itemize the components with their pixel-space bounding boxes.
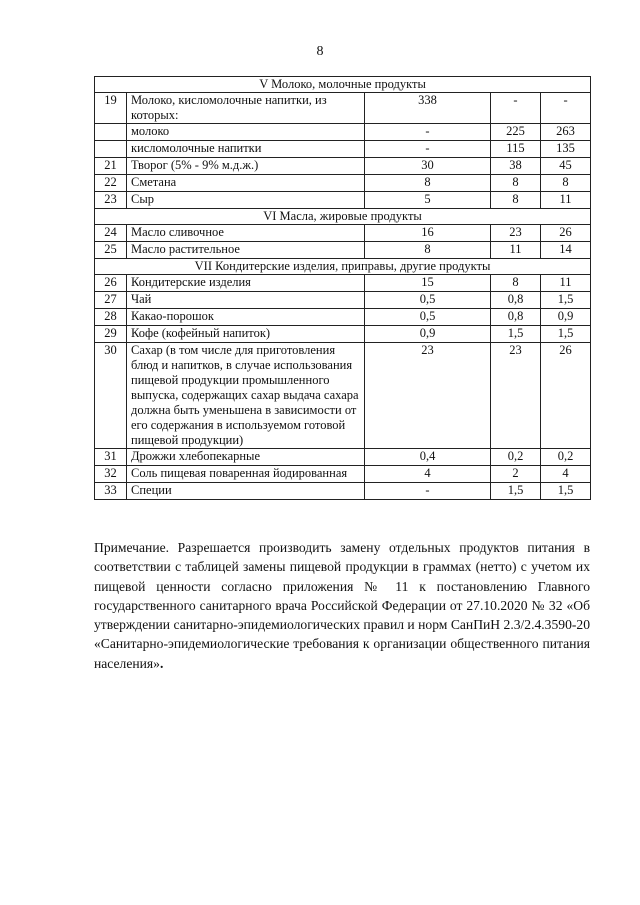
row-number: 21 xyxy=(95,158,127,175)
row-number: 29 xyxy=(95,326,127,343)
norm-value-3: 1,5 xyxy=(541,326,591,343)
norm-value-2: 38 xyxy=(491,158,541,175)
norm-value-3: 11 xyxy=(541,275,591,292)
table-row xyxy=(95,466,591,483)
norm-value-3: 0,2 xyxy=(541,449,591,466)
row-number: 27 xyxy=(95,292,127,309)
section-header-row xyxy=(95,259,591,275)
table-row xyxy=(95,483,591,500)
norm-value-2: 0,8 xyxy=(491,309,541,326)
norm-value-2: 2 xyxy=(491,466,541,483)
product-name: Масло сливочное xyxy=(127,225,365,242)
row-number xyxy=(95,141,127,158)
norm-value-1: 5 xyxy=(365,192,491,209)
food-norms-table xyxy=(94,76,591,500)
product-name: Кофе (кофейный напиток) xyxy=(127,326,365,343)
table-row xyxy=(95,192,591,209)
note-end-mark: . xyxy=(159,655,164,671)
section-title: VII Кондитерские изделия, приправы, другие продукты xyxy=(95,259,591,275)
norm-value-1: - xyxy=(365,483,491,500)
norm-value-3: 4 xyxy=(541,466,591,483)
product-name: Сыр xyxy=(127,192,365,209)
table-row xyxy=(95,309,591,326)
table-row xyxy=(95,93,591,124)
row-number xyxy=(95,124,127,141)
norm-value-1: 16 xyxy=(365,225,491,242)
norm-value-3: - xyxy=(541,93,591,124)
norm-value-2: 0,2 xyxy=(491,449,541,466)
norm-value-1: 23 xyxy=(365,343,491,449)
row-number: 26 xyxy=(95,275,127,292)
product-name: Соль пищевая поваренная йодированная xyxy=(127,466,365,483)
product-name: Специи xyxy=(127,483,365,500)
norm-value-1: 0,9 xyxy=(365,326,491,343)
norm-value-1: 15 xyxy=(365,275,491,292)
row-number: 25 xyxy=(95,242,127,259)
norm-value-3: 26 xyxy=(541,225,591,242)
norm-value-3: 11 xyxy=(541,192,591,209)
table-row xyxy=(95,242,591,259)
norm-value-2: 8 xyxy=(491,192,541,209)
note-text: Примечание. Разрешается производить замену отдельных продуктов питания в соответствии с таблицей замены пищевой продукции в граммах (нетто) с учетом их пищевой ценности согласно приложения № 11 к постановлению Главного государственного санитарного врача Российской Федерации от 27.10.2020 № 32 «Об утверждении санитарно-эпидемиологических правил и норм СанПиН 2.3/2.4.3590-20 «Санитарно-эпидемиологические требования к организации общественного питания населения» xyxy=(94,540,590,671)
norm-value-2: 23 xyxy=(491,343,541,449)
product-name: Какао-порошок xyxy=(127,309,365,326)
product-name: Молоко, кисломолочные напитки, из которых: xyxy=(127,93,365,124)
row-number: 28 xyxy=(95,309,127,326)
product-name: Сметана xyxy=(127,175,365,192)
norm-value-3: 1,5 xyxy=(541,292,591,309)
row-number: 24 xyxy=(95,225,127,242)
table-row xyxy=(95,141,591,158)
norm-value-2: 225 xyxy=(491,124,541,141)
norm-value-1: 0,5 xyxy=(365,292,491,309)
row-number: 33 xyxy=(95,483,127,500)
table-row xyxy=(95,449,591,466)
page-number: 8 xyxy=(316,44,324,59)
row-number: 22 xyxy=(95,175,127,192)
norm-value-1: - xyxy=(365,141,491,158)
row-number: 19 xyxy=(95,93,127,124)
table-row xyxy=(95,124,591,141)
norm-value-2: 1,5 xyxy=(491,326,541,343)
note-paragraph xyxy=(94,538,590,673)
product-name: молоко xyxy=(127,124,365,141)
norm-value-2: 8 xyxy=(491,275,541,292)
row-number: 30 xyxy=(95,343,127,449)
row-number: 31 xyxy=(95,449,127,466)
row-number: 32 xyxy=(95,466,127,483)
norm-value-2: 115 xyxy=(491,141,541,158)
section-header-row xyxy=(95,209,591,225)
norm-value-3: 1,5 xyxy=(541,483,591,500)
product-name: Масло растительное xyxy=(127,242,365,259)
norm-value-2: - xyxy=(491,93,541,124)
product-name: Творог (5% - 9% м.д.ж.) xyxy=(127,158,365,175)
norm-value-2: 0,8 xyxy=(491,292,541,309)
table-row xyxy=(95,175,591,192)
norm-value-2: 23 xyxy=(491,225,541,242)
norm-value-1: 338 xyxy=(365,93,491,124)
norm-value-2: 11 xyxy=(491,242,541,259)
table-row xyxy=(95,292,591,309)
section-title: V Молоко, молочные продукты xyxy=(95,77,591,93)
product-name: Чай xyxy=(127,292,365,309)
norm-value-1: 8 xyxy=(365,175,491,192)
norm-value-1: 0,5 xyxy=(365,309,491,326)
row-number: 23 xyxy=(95,192,127,209)
norm-value-3: 45 xyxy=(541,158,591,175)
norm-value-1: 8 xyxy=(365,242,491,259)
norm-value-3: 263 xyxy=(541,124,591,141)
norm-value-2: 8 xyxy=(491,175,541,192)
norm-value-1: 0,4 xyxy=(365,449,491,466)
norm-value-3: 26 xyxy=(541,343,591,449)
table-row xyxy=(95,275,591,292)
norm-value-1: 30 xyxy=(365,158,491,175)
section-header-row xyxy=(95,77,591,93)
product-name: Дрожжи хлебопекарные xyxy=(127,449,365,466)
norm-value-3: 0,9 xyxy=(541,309,591,326)
norm-value-1: 4 xyxy=(365,466,491,483)
section-title: VI Масла, жировые продукты xyxy=(95,209,591,225)
norm-value-3: 14 xyxy=(541,242,591,259)
table-row xyxy=(95,326,591,343)
product-name: Кондитерские изделия xyxy=(127,275,365,292)
norm-value-3: 135 xyxy=(541,141,591,158)
table-row xyxy=(95,225,591,242)
product-name: кисломолочные напитки xyxy=(127,141,365,158)
norm-value-3: 8 xyxy=(541,175,591,192)
norm-value-1: - xyxy=(365,124,491,141)
norm-value-2: 1,5 xyxy=(491,483,541,500)
product-name: Сахар (в том числе для приготовления блюд и напитков, в случае использования пищевой продукции промышленного выпуска, содержащих сахар выдача сахара должна быть уменьшена в зависимости от его содержания в используемом готовой пищевой продукции) xyxy=(127,343,365,449)
table-row xyxy=(95,158,591,175)
table-row xyxy=(95,343,591,449)
